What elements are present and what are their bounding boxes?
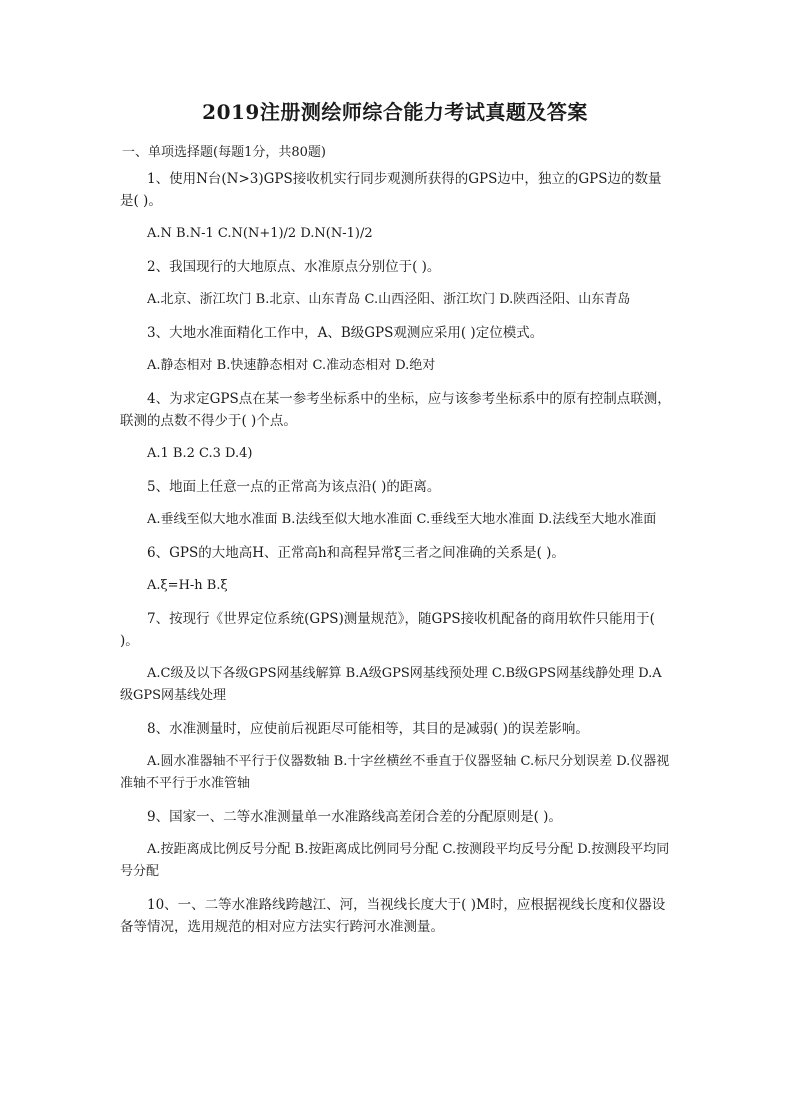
question-options: A.北京、浙江坎门 B.北京、山东青岛 C.山西泾阳、浙江坎门 D.陕西泾阳、山东青岛 [147, 292, 631, 307]
question-options: A.圆水准器轴不平行于仪器数轴 B.十字丝横丝不垂直于仪器竖轴 C.标尺分划误差 D.仪器视准轴不平行于水准管轴 [120, 754, 670, 791]
question-text: 1、使用N台(N>3)GPS接收机实行同步观测所获得的GPS边中，独立的GPS边的数量是( )。 [120, 171, 662, 209]
question-text: 10、一、二等水准路线跨越江、河，当视线长度大于( )M时，应根据视线长度和仪器设备等情况，选用规范的相对应方法实行跨河水准测量。 [120, 897, 666, 935]
question-text: 7、按现行《世界定位系统(GPS)测量规范》，随GPS接收机配备的商用软件只能用于( )。 [120, 611, 655, 649]
question-options: A.N B.N-1 C.N(N+1)/2 D.N(N-1)/2 [147, 226, 373, 241]
question-options: A.静态相对 B.快速静态相对 C.准动态相对 D.绝对 [147, 358, 436, 373]
question-text: 4、为求定GPS点在某一参考坐标系中的坐标，应与该参考坐标系中的原有控制点联测，联测的点数不得少于( )个点。 [120, 391, 671, 429]
question-text: 2、我国现行的大地原点、水准原点分别位于( )。 [147, 259, 441, 275]
question-options: A.按距离成比例反号分配 B.按距离成比例同号分配 C.按测段平均反号分配 D.按测段平均同号分配 [120, 842, 670, 879]
question-text: 5、地面上任意一点的正常高为该点沿( )的距离。 [147, 479, 441, 495]
section-heading: 一、单项选择题(每题1分，共80题) [122, 145, 326, 160]
question-text: 3、大地水准面精化工作中，A、B级GPS观测应采用( )定位模式。 [147, 325, 544, 341]
document-title: 2019注册测绘师综合能力考试真题及答案 [202, 100, 588, 124]
question-options: A.ξ=H-h B.ξ [147, 578, 228, 593]
question-options: A.C级及以下各级GPS网基线解算 B.A级GPS网基线预处理 C.B级GPS网基线静处理 D.A级GPS网基线处理 [120, 666, 662, 703]
question-text: 6、GPS的大地高H、正常高h和高程异常ξ三者之间准确的关系是( )。 [147, 545, 565, 561]
question-options: A.1 B.2 C.3 D.4) [147, 446, 253, 461]
question-options: A.垂线至似大地水准面 B.法线至似大地水准面 C.垂线至大地水准面 D.法线至大地水准面 [147, 512, 657, 527]
question-text: 9、国家一、二等水准测量单一水准路线高差闭合差的分配原则是( )。 [147, 809, 562, 825]
question-list [120, 168, 672, 949]
question-text: 8、水准测量时，应使前后视距尽可能相等，其目的是减弱( )的误差影响。 [147, 721, 589, 737]
